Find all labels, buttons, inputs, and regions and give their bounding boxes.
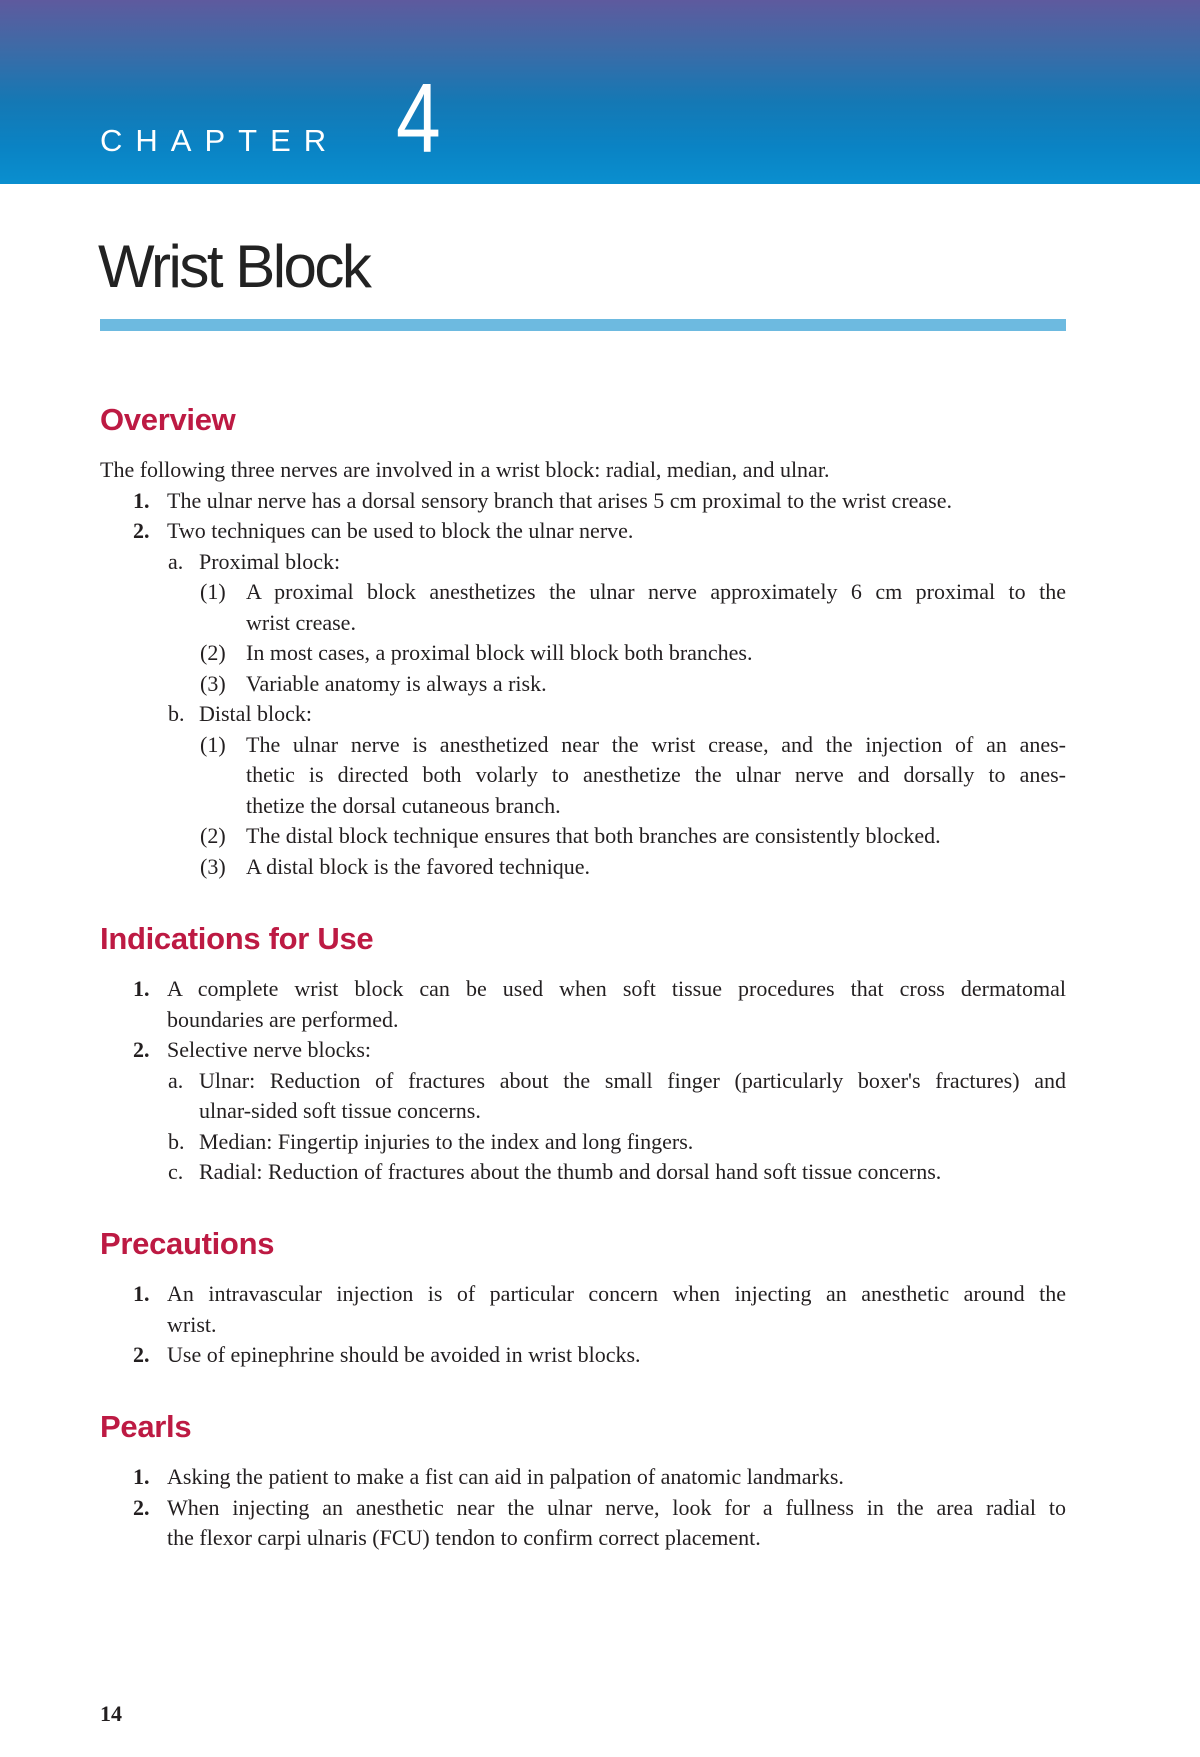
text-line: Radial: Reduction of fractures about the thumb and dorsal hand soft tissue concerns. (199, 1159, 942, 1184)
text-line: When injecting an anesthetic near the ulnar nerve, look for a fullness in the area radial to (167, 1494, 1066, 1520)
text-line: Two techniques can be used to block the ulnar nerve. (167, 518, 634, 543)
list-marker: (2) (200, 823, 226, 848)
list-item (0, 1279, 1200, 1340)
list-item (0, 669, 1200, 700)
section-heading: Overview (100, 402, 236, 437)
text-line: thetic is directed both volarly to anesthetize the ulnar nerve and dorsally to anes- (246, 762, 1066, 787)
list-marker: (1) (200, 731, 226, 757)
text-line: the flexor carpi ulnaris (FCU) tendon to confirm correct placement. (167, 1525, 761, 1550)
list-marker: 2. (133, 1494, 150, 1520)
list-marker: a. (168, 548, 184, 574)
text-line: A proximal block anesthetizes the ulnar nerve approximately 6 cm proximal to the (246, 579, 1066, 604)
list-item (0, 1340, 1200, 1371)
list-item (0, 486, 1200, 517)
list-marker: (1) (200, 579, 226, 604)
text-line: A distal block is the favored technique. (246, 853, 590, 879)
list-marker: (3) (200, 853, 226, 879)
list-item (0, 1035, 1200, 1066)
list-marker: b. (168, 1128, 185, 1154)
list-item (0, 1493, 1200, 1554)
text-line: wrist. (167, 1311, 217, 1337)
page-title: Wrist Block (98, 233, 370, 300)
text-line: wrist crease. (246, 609, 356, 635)
text-line: Ulnar: Reduction of fractures about the small finger (particularly boxer's fractures) and (199, 1067, 1066, 1093)
text-line: An intravascular injection is of particular concern when injecting an anesthetic around the (167, 1281, 1066, 1306)
list-item (0, 1127, 1200, 1158)
list-marker: 1. (133, 976, 150, 1001)
list-marker: 2. (133, 1342, 150, 1367)
section-body (0, 974, 1200, 1188)
text-line: The ulnar nerve is anesthetized near the wrist crease, and the injection of an anes- (246, 731, 1066, 757)
list-marker: (3) (200, 670, 226, 696)
text-line: Use of epinephrine should be avoided in wrist blocks. (167, 1342, 641, 1367)
section-body (0, 1279, 1200, 1371)
chapter-header-band (0, 0, 1200, 184)
text-line: ulnar-sided soft tissue concerns. (199, 1098, 481, 1123)
text-line: The distal block technique ensures that both branches are consistently blocked. (246, 823, 941, 848)
text-line: thetize the dorsal cutaneous branch. (246, 792, 561, 818)
text-line: The ulnar nerve has a dorsal sensory branch that arises 5 cm proximal to the wrist crease. (167, 487, 953, 513)
chapter-number: 4 (396, 63, 441, 173)
list-marker: 1. (133, 1281, 150, 1306)
title-rule (100, 319, 1066, 331)
section-body (0, 1462, 1200, 1554)
chapter-label: CHAPTER (100, 123, 340, 158)
list-item (0, 1462, 1200, 1493)
text-line: Selective nerve blocks: (167, 1037, 372, 1062)
page-number: 14 (100, 1701, 122, 1726)
text-line: Asking the patient to make a fist can aid in palpation of anatomic landmarks. (167, 1464, 844, 1489)
list-marker: a. (168, 1067, 184, 1093)
list-item (0, 852, 1200, 883)
list-marker: 1. (133, 487, 150, 513)
text-line: Proximal block: (199, 548, 341, 574)
list-item (0, 455, 1200, 486)
list-marker: c. (168, 1159, 184, 1184)
text-line: A complete wrist block can be used when soft tissue procedures that cross dermatomal (167, 976, 1066, 1001)
text-line: boundaries are performed. (167, 1006, 399, 1032)
list-item (0, 730, 1200, 822)
section-heading: Precautions (100, 1226, 275, 1261)
list-item (0, 974, 1200, 1035)
text-line: Variable anatomy is always a risk. (246, 670, 547, 696)
list-item (0, 577, 1200, 638)
list-item (0, 516, 1200, 547)
list-marker: 2. (133, 518, 150, 543)
text-line: In most cases, a proximal block will block both branches. (246, 640, 753, 665)
list-marker: (2) (200, 640, 226, 665)
text-line: Distal block: (199, 701, 313, 726)
list-item (0, 638, 1200, 669)
list-marker: 1. (133, 1464, 150, 1489)
list-item (0, 1066, 1200, 1127)
section-heading: Indications for Use (100, 921, 374, 956)
section-body (0, 455, 1200, 882)
list-marker: b. (168, 701, 185, 726)
list-item (0, 821, 1200, 852)
text-line: The following three nerves are involved in a wrist block: radial, median, and ulnar. (100, 457, 830, 482)
list-item (0, 699, 1200, 730)
text-line: Median: Fingertip injuries to the index and long fingers. (199, 1128, 694, 1154)
section-heading: Pearls (100, 1409, 192, 1444)
list-marker: 2. (133, 1037, 150, 1062)
list-item (0, 547, 1200, 578)
list-item (0, 1157, 1200, 1188)
